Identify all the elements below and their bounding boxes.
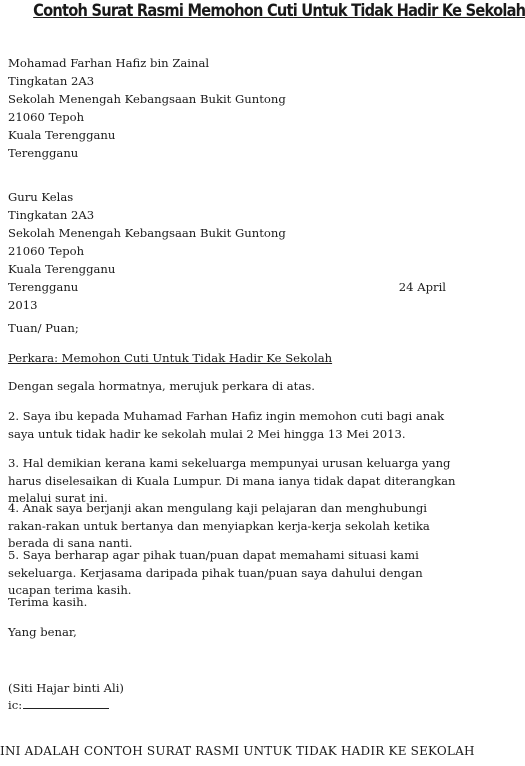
sender-postcode-city: 21060 Tepoh (8, 110, 85, 124)
recipient-state: Terengganu (8, 280, 79, 294)
recipient-postcode-city: 21060 Tepoh (8, 244, 85, 258)
paragraph-3: 3. Hal demikian kerana kami sekeluarga mempunyai urusan keluarga yang harus diselesaikan di Kuala Lumpur. Di mana ianya tidak dapat diterangkan melalui surat ini. (8, 456, 456, 505)
recipient-district: Kuala Terengganu (8, 262, 116, 276)
sender-class: Tingkatan 2A3 (8, 74, 95, 88)
closing-thanks: Terima kasih. (8, 595, 88, 609)
ic-label: ic: (8, 698, 23, 712)
paragraph-4: 4. Anak saya berjanji akan mengulang kaji pelajaran dan menghubungi rakan-rakan untuk bertanya dan menyiapkan kerja-kerja sekolah ketika berada di sana nanti. (8, 501, 430, 550)
subject-line: Perkara: Memohon Cuti Untuk Tidak Hadir Ke Sekolah (8, 351, 333, 365)
ic-blank-line (23, 698, 109, 709)
sender-district: Kuala Terengganu (8, 128, 116, 142)
recipient-title: Guru Kelas (8, 190, 74, 204)
sender-school: Sekolah Menengah Kebangsaan Bukit Guntong (8, 92, 286, 106)
sender-name: Mohamad Farhan Hafiz bin Zainal (8, 56, 210, 70)
recipient-class: Tingkatan 2A3 (8, 208, 95, 222)
sign-off: Yang benar, (8, 625, 77, 639)
footer-caption: INI ADALAH CONTOH SURAT RASMI UNTUK TIDAK HADIR KE SEKOLAH (0, 744, 475, 758)
signatory-name: (Siti Hajar binti Ali) (8, 681, 124, 695)
page-title: Contoh Surat Rasmi Memohon Cuti Untuk Tidak Hadir Ke Sekolah (33, 1, 525, 21)
paragraph-2: 2. Saya ibu kepada Muhamad Farhan Hafiz ingin memohon cuti bagi anak saya untuk tidak hadir ke sekolah mulai 2 Mei hingga 13 Mei 2013. (8, 409, 445, 441)
sender-state: Terengganu (8, 146, 79, 160)
salutation: Tuan/ Puan; (8, 321, 79, 335)
recipient-address (8, 188, 462, 314)
paragraph-1: Dengan segala hormatnya, merujuk perkara di atas. (8, 379, 315, 393)
paragraph-5: 5. Saya berharap agar pihak tuan/puan dapat memahami situasi kami sekeluarga. Kerjasama daripada pihak tuan/puan saya dahului dengan ucapan terima kasih. (8, 548, 423, 597)
ic-field (8, 697, 464, 715)
letter-date-year: 2013 (8, 298, 38, 312)
recipient-school: Sekolah Menengah Kebangsaan Bukit Guntong (8, 226, 286, 240)
letter-date: 24 April (398, 280, 446, 294)
sender-address (8, 54, 462, 162)
